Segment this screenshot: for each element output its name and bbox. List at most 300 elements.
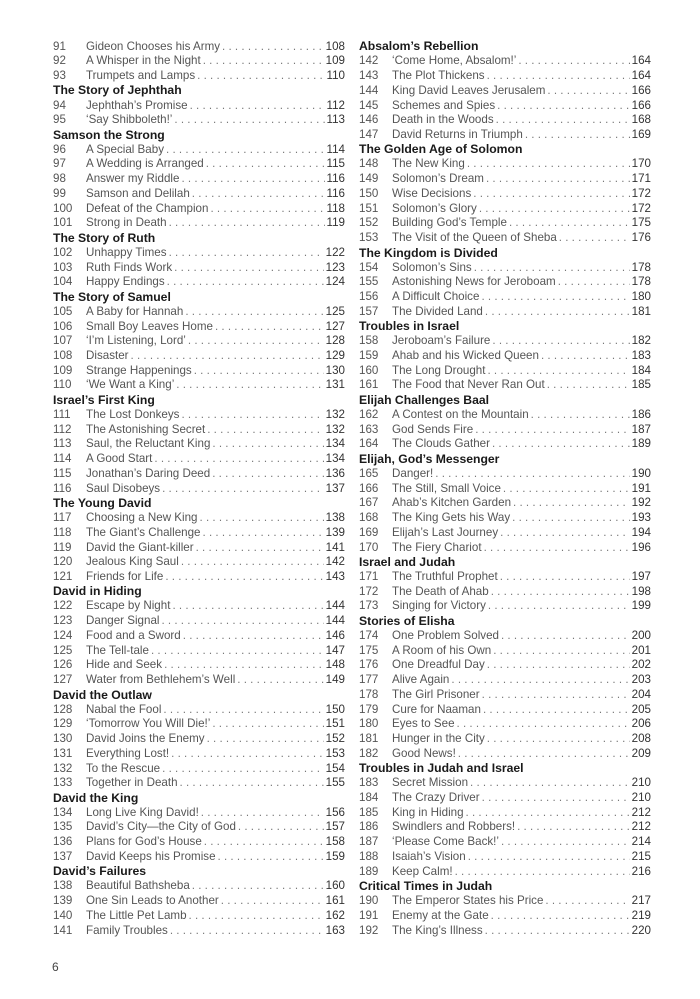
toc-column-left [53,39,345,938]
story-title: The Plot Thickens [392,69,485,83]
story-number: 143 [359,69,379,83]
toc-entry [53,216,345,231]
page-ref: 158 [325,835,345,849]
story-number: 130 [53,732,73,746]
page-ref: 144 [325,614,345,628]
dot-leader [169,247,324,259]
toc-entry [359,776,651,791]
story-number: 93 [53,69,66,83]
page-ref: 134 [325,437,345,451]
section-heading: Critical Times in Judah [359,879,493,894]
story-title: A Good Start [86,452,153,466]
toc-entry [359,525,651,540]
story-title: Solomon’s Glory [392,201,477,215]
toc-entry [359,231,651,246]
story-number: 145 [359,98,379,112]
story-title: Trumpets and Lamps [86,69,196,83]
section-heading: David’s Failures [53,864,147,879]
page-ref: 130 [325,363,345,377]
dot-leader [172,600,323,612]
dot-leader [518,55,629,67]
dot-leader [154,453,323,465]
page-ref: 122 [325,245,345,259]
page-ref: 192 [631,496,651,510]
story-number: 101 [53,216,73,230]
page-ref: 149 [325,673,345,687]
page-ref: 193 [631,511,651,525]
story-title: Eyes to See [392,717,455,731]
story-number: 132 [53,761,73,775]
story-title: Elijah’s Last Journey [392,525,499,539]
toc-entry [53,54,345,69]
story-title: Disaster [86,348,129,362]
page-ref: 144 [325,599,345,613]
story-number: 182 [359,746,379,760]
dot-leader [192,880,324,892]
dot-leader [517,821,630,833]
dot-leader [500,571,630,583]
toc-entry [359,275,651,290]
story-number: 190 [359,894,379,908]
dot-leader [487,733,630,745]
story-title: The Astonishing Secret [86,422,206,436]
toc-entry [53,437,345,452]
story-title: The Little Pet Lamb [86,908,187,922]
section-heading: The Story of Samuel [53,289,171,304]
story-title: King in Hiding [392,805,464,819]
page-ref: 118 [326,201,345,215]
story-title: A Difficult Choice [392,290,480,304]
dot-leader [470,777,630,789]
page-ref: 201 [631,643,651,657]
page-ref: 155 [325,776,345,790]
story-number: 118 [53,525,72,539]
story-title: One Dreadful Day [392,658,485,672]
story-title: ‘Come Home, Absalom!’ [392,54,517,68]
toc-entry [53,761,345,776]
story-title: David’s City—the City of God [86,820,236,834]
dot-leader [541,350,630,362]
page-ref: 166 [631,83,651,97]
story-number: 95 [53,113,66,127]
story-number: 140 [53,908,73,922]
toc-entry [359,334,651,349]
story-title: ‘Please Come Back!’ [392,835,499,849]
page-ref: 197 [631,570,651,583]
dot-leader [451,674,629,686]
story-number: 180 [359,717,379,731]
page-ref: 142 [325,555,345,569]
dot-leader [484,542,630,554]
section-heading: Samson the Strong [53,127,165,142]
story-number: 112 [53,422,72,436]
page-ref: 115 [326,157,345,171]
story-number: 110 [53,378,72,392]
story-number: 108 [53,348,73,362]
story-number: 124 [53,628,73,642]
story-title: Ahab’s Kitchen Garden [392,496,512,510]
dot-leader [207,424,323,436]
story-number: 188 [359,849,379,863]
story-number: 92 [53,54,66,68]
toc-entry [53,260,345,275]
dot-leader [185,306,323,318]
story-number: 134 [53,805,73,819]
page-ref: 212 [631,820,651,834]
story-number: 187 [359,835,379,849]
dot-leader [491,586,630,598]
story-title: Unhappy Times [86,245,167,259]
story-number: 165 [359,466,379,480]
story-number: 125 [53,643,73,657]
story-title: The Emperor States his Price [392,894,544,908]
page-ref: 200 [631,628,651,642]
toc-entry [359,437,651,452]
page-ref: 151 [325,717,345,731]
story-title: Answer my Riddle [86,172,180,186]
dot-leader [496,114,630,126]
story-title: The Clouds Gather [392,437,490,451]
page-ref: 125 [325,304,345,318]
page-ref: 187 [631,422,651,436]
page-ref: 114 [326,142,345,156]
story-title: The Fiery Chariot [392,540,482,554]
story-title: Together in Death [86,776,178,790]
story-title: Ahab and his Wicked Queen [392,348,539,362]
story-title: Escape by Night [86,599,171,613]
toc-entry [53,113,345,128]
page-ref: 161 [325,894,345,908]
dot-leader [531,409,630,421]
page-ref: 163 [325,923,345,937]
toc-entry [53,319,345,334]
story-title: Wise Decisions [392,186,472,200]
dot-leader [491,910,630,922]
story-number: 117 [53,511,72,525]
dot-leader [165,571,323,583]
dot-leader [487,365,629,377]
toc-entry [53,304,345,319]
story-number: 129 [53,717,73,731]
toc-entry [359,687,651,702]
story-number: 133 [53,776,73,790]
page-ref: 110 [326,69,345,83]
dot-leader [474,262,630,274]
story-title: Gideon Chooses his Army [86,39,221,53]
toc-entry [359,481,651,496]
page-ref: 176 [631,231,651,245]
toc-entry [53,172,345,187]
dot-leader [210,203,324,215]
story-title: Everything Lost! [86,746,170,760]
story-title: Good News! [392,746,456,760]
story-number: 116 [53,481,72,495]
dot-leader [435,468,629,480]
page-ref: 194 [631,525,651,539]
story-title: A Whisper in the Night [86,54,201,68]
dot-leader [475,424,629,436]
story-number: 161 [359,378,379,392]
story-title: Building God’s Temple [392,216,507,230]
dot-leader [203,527,324,539]
page-ref: 119 [326,216,345,230]
page-ref: 175 [631,216,651,230]
toc-entry [53,614,345,629]
story-number: 126 [53,658,73,672]
dot-leader [238,821,324,833]
toc-entry [359,894,651,909]
page-ref: 164 [631,54,651,68]
toc-entry [53,820,345,835]
story-title: Plans for God’s House [86,835,202,849]
page-ref: 203 [631,673,651,687]
story-title: A Special Baby [86,142,164,156]
story-title: A Wedding is Arranged [86,157,204,171]
toc-entry [53,894,345,909]
story-number: 150 [359,186,379,200]
toc-entry [359,496,651,511]
story-number: 157 [359,304,379,318]
toc-entry [53,157,345,172]
toc-entry [53,805,345,820]
dot-leader [206,158,325,170]
toc-entry [359,732,651,747]
page-ref: 116 [326,172,345,186]
page-ref: 109 [325,54,345,68]
story-number: 105 [53,304,73,318]
toc-entry [359,599,651,614]
page-ref: 181 [631,304,651,318]
toc-entry [53,378,345,393]
page-ref: 171 [631,172,651,186]
story-title: Saul Disobeys [86,481,161,495]
story-number: 153 [359,231,379,245]
dot-leader [188,335,324,347]
toc-entry [359,422,651,437]
page-ref: 216 [631,864,651,878]
toc-entry [359,746,651,761]
story-number: 167 [359,496,379,510]
page-ref: 198 [631,584,651,598]
toc-entry [53,908,345,923]
page-ref: 139 [325,525,345,539]
dot-leader [161,615,323,627]
toc-entry [53,746,345,761]
toc-entry [359,304,651,319]
toc-entry [53,348,345,363]
story-title: Samson and Delilah [86,186,190,200]
toc-entry [53,628,345,643]
story-number: 159 [359,348,379,362]
dot-leader [181,409,323,421]
story-number: 137 [53,849,73,863]
page-ref: 129 [325,348,345,362]
story-number: 189 [359,864,379,878]
toc-entry [359,407,651,422]
page-ref: 169 [631,127,651,141]
toc-entry [53,422,345,437]
section-heading: Absalom’s Rebellion [359,39,479,54]
story-number: 135 [53,820,73,834]
section-heading: The Story of Jephthah [53,83,182,98]
story-title: Happy Endings [86,275,165,289]
story-title: Cure for Naaman [392,702,481,716]
dot-leader [194,365,324,377]
story-title: Enemy at the Gate [392,908,489,922]
toc-entry [53,98,345,113]
toc-entry [359,216,651,231]
story-number: 178 [359,687,379,701]
toc-entry [359,127,651,142]
toc-entry [53,658,345,673]
dot-leader [201,807,324,819]
page-ref: 138 [325,511,345,525]
story-number: 163 [359,422,379,436]
story-number: 131 [53,746,73,760]
page-ref: 131 [325,378,345,392]
dot-leader [169,217,325,229]
toc-entry [359,260,651,275]
dot-leader [174,114,324,126]
dot-leader [200,512,324,524]
story-number: 185 [359,805,379,819]
toc-entry [359,54,651,69]
toc-entry [53,732,345,747]
page-ref: 189 [631,437,651,451]
dot-leader [558,276,630,288]
section-heading: The Kingdom is Divided [359,245,498,260]
toc-entry [53,717,345,732]
page-ref: 172 [631,186,651,200]
story-number: 152 [359,216,379,230]
story-number: 91 [53,39,66,53]
story-number: 144 [359,83,379,97]
dot-leader [482,792,630,804]
story-number: 104 [53,275,73,289]
story-title: The Girl Prisoner [392,687,480,701]
story-title: Jealous King Saul [86,555,179,569]
story-number: 119 [53,540,72,554]
story-title: The Lost Donkeys [86,407,180,421]
dot-leader [559,232,630,244]
toc-entry [359,466,651,481]
page-ref: 199 [631,599,651,613]
story-title: Schemes and Spies [392,98,496,112]
section-heading: The Story of Ruth [53,230,156,245]
page-ref: 212 [631,805,651,819]
dot-leader [212,468,323,480]
story-number: 168 [359,511,379,525]
dot-leader [197,70,324,82]
story-title: Solomon’s Dream [392,172,484,186]
page-ref: 184 [631,363,651,377]
story-title: The Still, Small Voice [392,481,501,495]
story-number: 96 [53,142,66,156]
page-ref: 166 [631,98,651,112]
story-number: 146 [359,113,379,127]
dot-leader [131,350,324,362]
story-title: Strange Happenings [86,363,192,377]
dot-leader [500,527,630,539]
story-title: A Room of his Own [392,643,492,657]
toc-entry [53,201,345,216]
story-title: Strong in Death [86,216,167,230]
dot-leader [467,158,630,170]
toc-entry [359,673,651,688]
story-title: The Visit of the Queen of Sheba [392,231,557,245]
dot-leader [166,144,325,156]
story-number: 120 [53,555,73,569]
story-number: 155 [359,275,379,289]
toc-column-right [359,39,651,938]
section-heading: Elijah Challenges Baal [359,392,490,407]
page-ref: 214 [631,835,651,849]
page-ref: 206 [631,717,651,731]
story-number: 191 [359,908,379,922]
story-number: 100 [53,201,73,215]
story-title: The New King [392,157,465,171]
toc-entry [53,835,345,850]
story-number: 179 [359,702,379,716]
dot-leader [162,763,324,775]
section-heading: The Golden Age of Solomon [359,142,523,157]
story-title: ‘We Want a King’ [86,378,175,392]
dot-leader [487,659,630,671]
page-ref: 148 [325,658,345,672]
story-number: 183 [359,776,379,790]
story-number: 171 [359,570,379,583]
toc-entry [53,186,345,201]
page-ref: 210 [631,776,651,790]
story-number: 122 [53,599,73,613]
story-number: 111 [53,407,71,421]
story-number: 169 [359,525,379,539]
dot-leader [512,512,630,524]
dot-leader [167,276,324,288]
story-title: ‘Say Shibboleth!’ [86,113,173,127]
page-ref: 146 [325,628,345,642]
dot-leader [212,438,323,450]
section-heading: David the King [53,790,139,805]
story-number: 184 [359,791,379,805]
story-title: The Crazy Driver [392,791,480,805]
story-number: 142 [359,54,379,68]
dot-leader [171,748,324,760]
story-title: One Sin Leads to Another [86,894,219,908]
page-ref: 132 [325,407,345,421]
page-ref: 128 [325,334,345,348]
dot-leader [479,203,630,215]
page-number: 6 [52,960,59,974]
dot-leader [218,851,324,863]
dot-leader [181,556,324,568]
page-ref: 164 [631,69,651,83]
toc-entry [53,511,345,526]
page-ref: 180 [631,290,651,304]
toc-entry [359,363,651,378]
dot-leader [485,306,630,318]
dot-leader [501,630,630,642]
page-ref: 183 [631,348,651,362]
dot-leader [501,836,630,848]
dot-leader [221,895,324,907]
page-ref: 178 [631,275,651,289]
story-number: 148 [359,157,379,171]
story-title: Solomon’s Sins [392,260,472,274]
dot-leader [487,70,630,82]
story-title: Keep Calm! [392,864,453,878]
toc-entry [53,481,345,496]
